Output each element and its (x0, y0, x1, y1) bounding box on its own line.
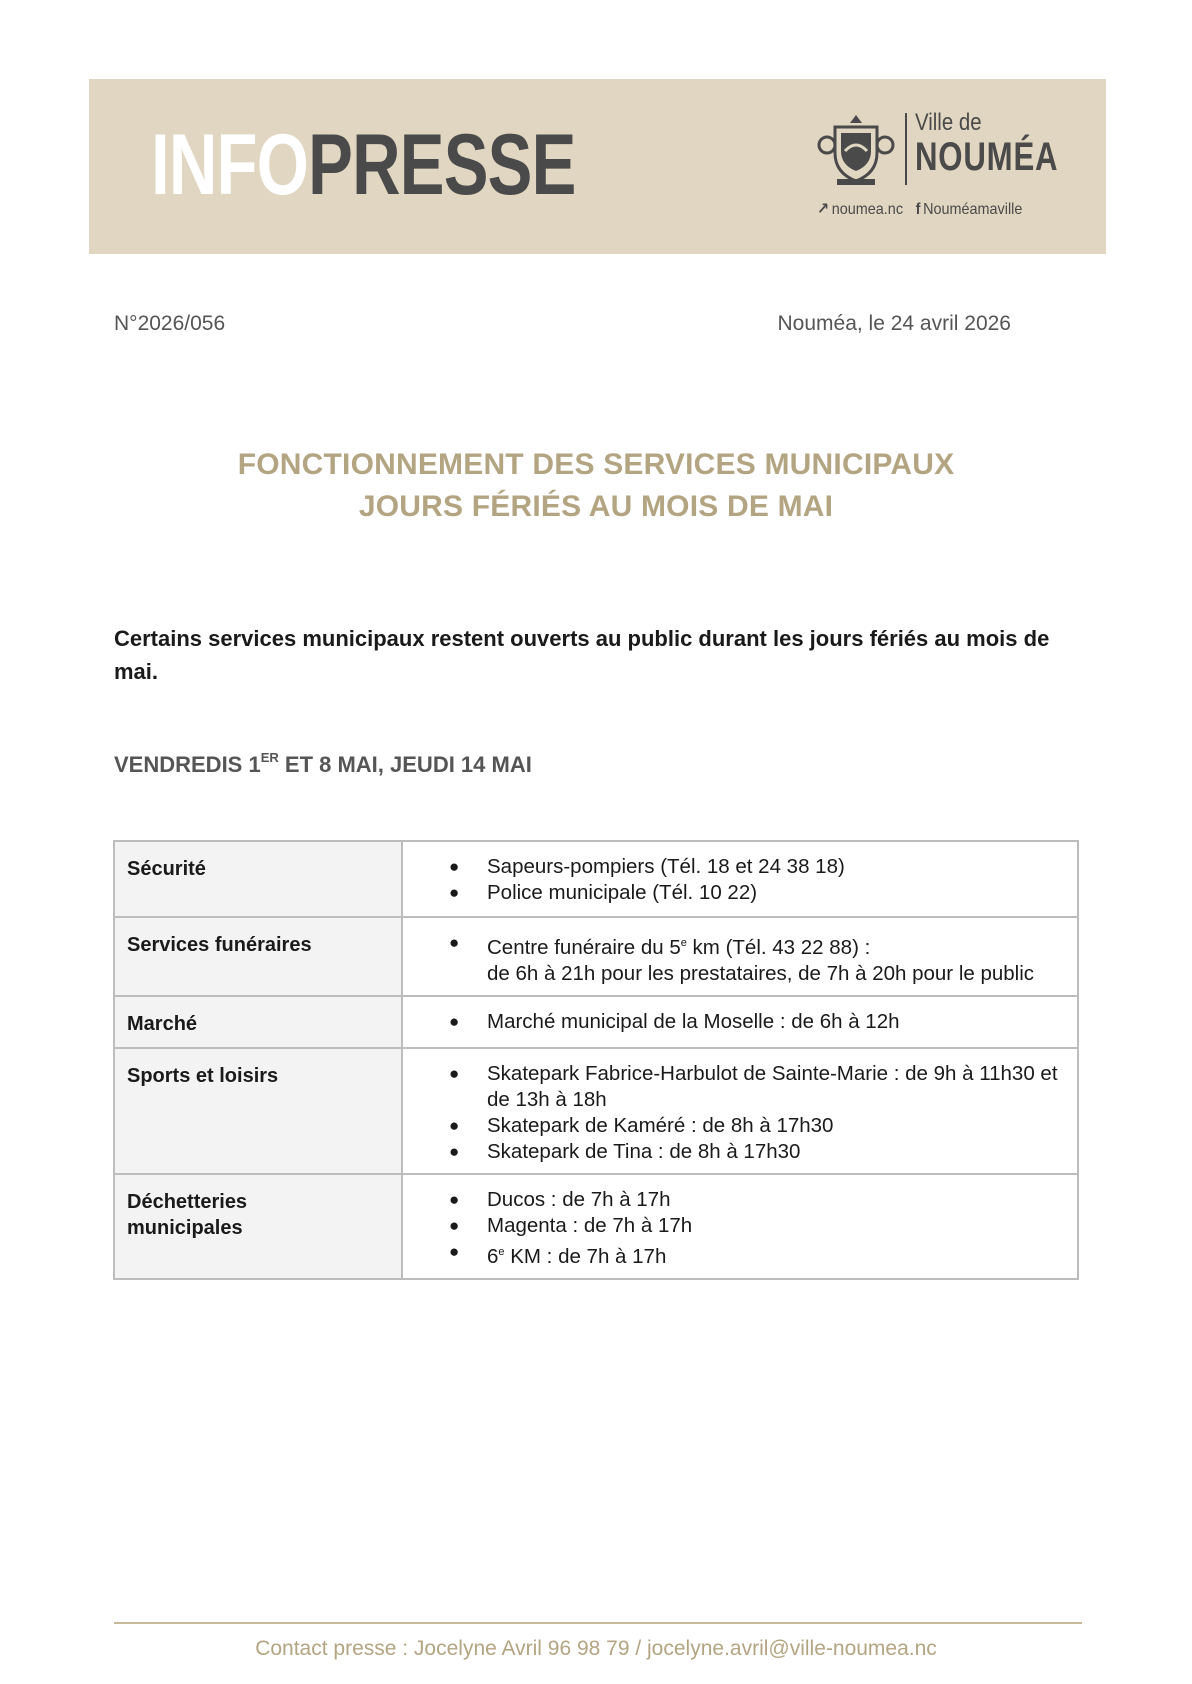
logo-ville-text: Ville de (915, 109, 982, 136)
table-row (114, 1174, 1078, 1279)
section-heading-part1: VENDREDIS 1 (114, 752, 261, 777)
item-text: de 6h à 21h pour les prestataires, de 7h à 20h pour le public (487, 962, 1035, 985)
items-cell (402, 917, 1078, 996)
list-item: ● Skatepark de Tina : de 8h à 17h30 (403, 1139, 1065, 1165)
title-info: INFO (151, 117, 309, 213)
item-sup: e (498, 1246, 505, 1258)
services-table (113, 840, 1079, 1280)
category-text: Déchetteries (127, 1191, 248, 1213)
header-banner (89, 79, 1106, 254)
table-row (114, 841, 1078, 917)
facebook-icon: f (915, 201, 921, 218)
table-row (114, 996, 1078, 1048)
press-release-number: N°2026/056 (114, 312, 226, 335)
section-heading-sup: ER (260, 750, 279, 765)
list-item: ● Magenta : de 7h à 17h (403, 1213, 1065, 1239)
items-cell (402, 841, 1078, 917)
item-text: KM : de 7h à 17h (504, 1245, 667, 1268)
list-item: ● Sapeurs-pompiers (Tél. 18 et 24 38 18) (403, 854, 1065, 880)
headline-line-1: FONCTIONNEMENT DES SERVICES MUNICIPAUX (237, 448, 955, 481)
list-item: ● Ducos : de 7h à 17h (403, 1187, 1065, 1213)
city-seal-icon (817, 111, 895, 189)
items-cell (402, 1174, 1078, 1279)
category-cell (114, 1174, 402, 1279)
category-cell: Marché (114, 996, 402, 1048)
list-item (403, 1239, 1065, 1270)
arrow-icon: ↗ (817, 201, 830, 218)
logo-links (817, 199, 1022, 219)
press-contact: Contact presse : Jocelyne Avril 96 98 79 / jocelyne.avril@ville-noumea.nc (255, 1637, 937, 1660)
facebook-link[interactable]: Nouméamaville (923, 201, 1023, 218)
category-cell: Services funéraires (114, 917, 402, 996)
ville-de-noumea-logo (817, 109, 1077, 229)
website-link[interactable]: noumea.nc (831, 201, 904, 218)
list-item: ● Skatepark de Kaméré : de 8h à 17h30 (403, 1113, 1065, 1139)
items-cell (402, 996, 1078, 1048)
list-item: ● Skatepark Fabrice-Harbulot de Sainte-Marie : de 9h à 11h30 et de 13h à 18h (403, 1061, 1065, 1113)
category-cell: Sécurité (114, 841, 402, 917)
headline-line-2: JOURS FÉRIÉS AU MOIS DE MAI (358, 490, 834, 523)
item-text: 6 (487, 1245, 499, 1268)
section-heading (114, 750, 532, 778)
category-text: municipales (127, 1217, 243, 1239)
lead-paragraph: Certains services municipaux restent ouverts au public durant les jours fériés au mois de mai. (114, 626, 1050, 684)
item-text: Centre funéraire du 5 (487, 936, 681, 959)
list-item: ● Marché municipal de la Moselle : de 6h à 12h (403, 1009, 1065, 1035)
logo-noumea-text: NOUMÉA (915, 135, 1059, 179)
footer-divider (114, 1622, 1082, 1624)
list-item (403, 930, 1065, 987)
category-cell: Sports et loisirs (114, 1048, 402, 1174)
table-row (114, 917, 1078, 996)
section-heading-part2: ET 8 MAI, JEUDI 14 MAI (278, 752, 532, 777)
item-sup: e (680, 937, 687, 949)
table-row (114, 1048, 1078, 1174)
info-presse-title (151, 105, 576, 225)
release-date: Nouméa, le 24 avril 2026 (777, 312, 1011, 335)
items-cell (402, 1048, 1078, 1174)
title-presse: PRESSE (308, 117, 576, 213)
logo-divider (905, 113, 907, 185)
list-item: ● Police municipale (Tél. 10 22) (403, 880, 1065, 906)
item-text: km (Tél. 43 22 88) : (686, 936, 871, 959)
